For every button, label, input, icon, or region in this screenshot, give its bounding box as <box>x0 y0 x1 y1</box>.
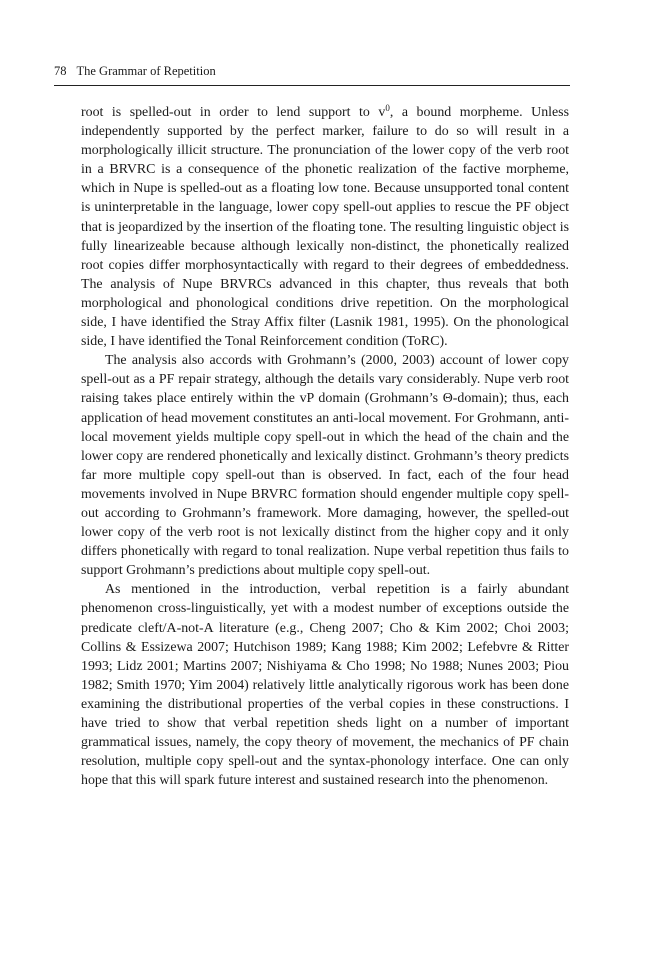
paragraph-3: As mentioned in the introduction, verbal repetition is a fairly abundant phenomenon cross-linguistically, yet with a modest number of exceptions outside the predicate cleft/A-not-A literature (e.g., Cheng 2007; Cho & Kim 2002; Choi 2003; Collins & Essizewa 2007; Hutchison 1989; Kang 1988; Kim 2002; Lefebvre & Ritter 1993; Lidz 2001; Martins 2007; Nishiyama & Cho 1998; No 1988; Nunes 2003; Piou 1982; Smith 1970; Yim 2004) relatively little analytically rigorous work has been done examining the distributional properties of the verbal copies in these constructions. I have tried to show that verbal repetition sheds light on a number of important grammatical issues, namely, the copy theory of movement, the mechanics of PF chain resolution, multiple copy spell-out and the syntax-phonology interface. One can only hope that this will spark future interest and sustained research into the phenomenon. <box>81 582 569 789</box>
superscript-zero: 0 <box>385 103 390 113</box>
paragraph-1-rest: , a bound morpheme. Unless independently supported by the perfect marker, failure to do so will result in a morphologically illicit structure. The pronunciation of the lower copy of the verb root in a BRVRC is a consequence of the phonetic realization of the factive morpheme, which in Nupe is spelled-out as a floating low tone. Because unsupported tonal content is uninterpretable in the language, lower copy spell-out applies to rescue the PF object that is jeopardized by the insertion of the floating tone. The resulting linguistic object is fully linearizeable because although lexically non-distinct, the phonetically realized root copies differ morphosyntactically with regard to their degrees of embeddedness. The analysis of Nupe BRVRCs advanced in this chapter, thus reveals that both morphological and phonological conditions drive repetition. On the morphological side, I have identified the Stray Affix filter (Lasnik 1981, 1995). On the phonological side, I have identified the Tonal Reinforcement condition (ToRC). <box>81 105 569 350</box>
running-head <box>54 63 570 86</box>
body-text <box>81 103 569 790</box>
paragraph-1-lead: root is spelled-out in order to lend support to v <box>81 105 386 120</box>
page-number: 78 <box>54 64 67 78</box>
paragraph-2: The analysis also accords with Grohmann’s (2000, 2003) account of lower copy spell-out as a PF repair strategy, although the details vary considerably. Nupe verb root raising takes place entirely within the vP domain (Grohmann’s Θ-domain); thus, each application of head movement constitutes an anti-local movement. For Grohmann, anti-local movement yields multiple copy spell-out in which the head of the chain and the lower copy are rendered phonetically and lexically distinct. Grohmann’s theory predicts far more multiple copy spell-out than is observed. In fact, each of the four head movements involved in Nupe BRVRC formation should engender multiple copy spell-out according to Grohmann’s framework. More damaging, however, the spelled-out lower copy of the verb root is not lexically distinct from the higher copy and it only differs phonetically with regard to tonal realization. Nupe verbal repetition thus fails to support Grohmann’s predictions about multiple copy spell-out. <box>81 353 569 579</box>
running-title: The Grammar of Repetition <box>76 64 216 78</box>
paragraph-1 <box>81 103 569 351</box>
